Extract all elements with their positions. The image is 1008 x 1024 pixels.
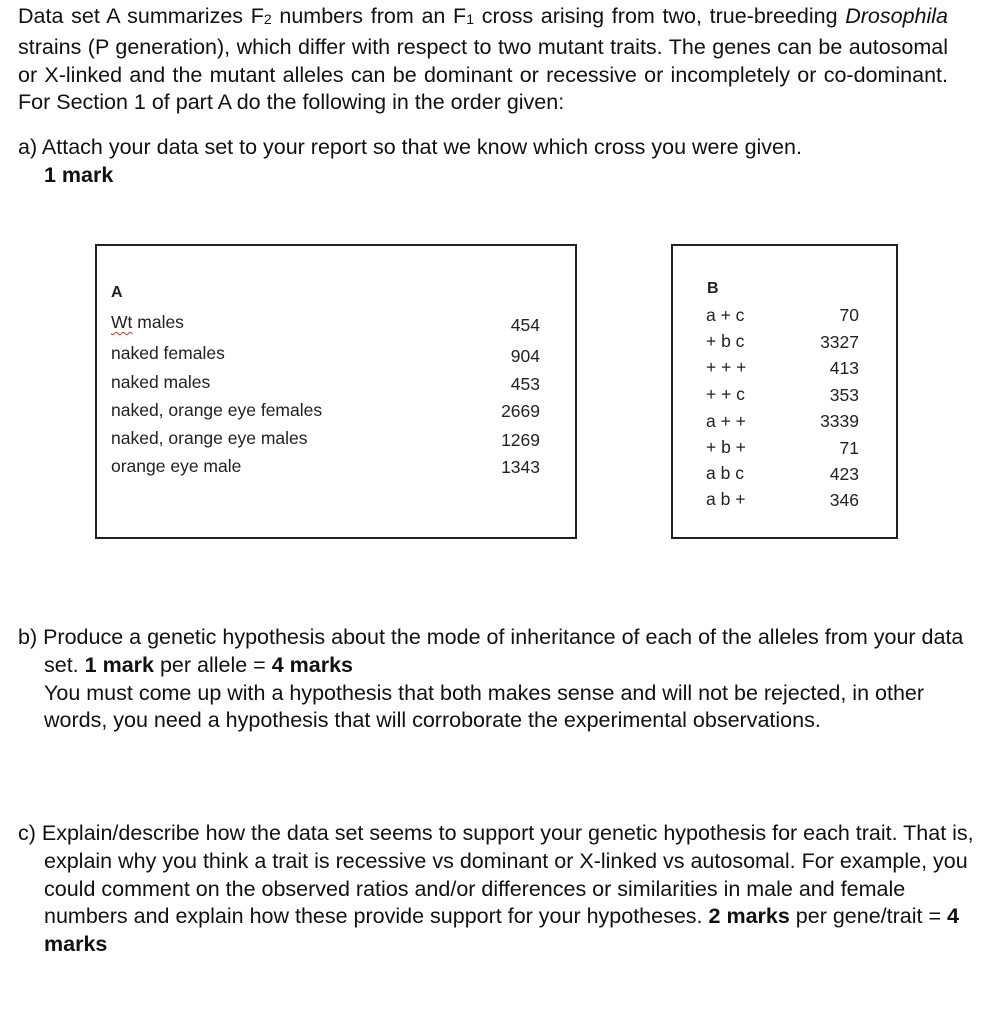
table-a-value: 453 — [510, 374, 540, 394]
part-c — [18, 820, 974, 959]
table-a-label: orange eye male — [111, 456, 242, 476]
part-b-mid: per allele = — [153, 652, 272, 677]
f1-subscript: 1 — [466, 11, 474, 27]
table-b-value: 71 — [839, 438, 859, 458]
table-a-label-tail: males — [132, 312, 184, 332]
table-a-label: naked females — [111, 343, 225, 363]
part-b-instructions: You must come up with a hypothesis that both makes sense and will not be rejected, in other words, you need a hypothesis that will corroborate the experimental observations. — [44, 680, 925, 733]
table-b-value: 3327 — [820, 332, 859, 352]
table-b-value: 3339 — [820, 411, 859, 431]
table-b-genotype: + b + — [706, 437, 746, 457]
table-b-value: 413 — [829, 358, 859, 378]
table-b-genotype: a + c — [706, 305, 745, 325]
table-a-label: naked, orange eye males — [111, 428, 308, 448]
table-b-value: 423 — [829, 464, 859, 484]
table-a-label: naked, orange eye females — [111, 400, 323, 420]
intro-text-3: cross arising from two, true-breeding — [474, 4, 846, 28]
part-c-marks-total: 4 marks — [44, 904, 959, 957]
species-name: Drosophila — [845, 4, 949, 28]
table-b-value: 70 — [839, 305, 859, 325]
part-b-marks-total: 4 marks — [271, 652, 354, 677]
table-b-genotype: a b + — [706, 489, 746, 509]
table-b-value: 353 — [829, 385, 859, 405]
intro-text-1: Data set A summarizes F — [18, 4, 264, 28]
table-b-genotype: + + c — [706, 384, 745, 404]
table-a-value: 1343 — [501, 457, 540, 477]
f2-subscript: 2 — [263, 11, 272, 27]
table-b-genotype: + b c — [706, 331, 745, 351]
table-a-value: 904 — [510, 346, 540, 366]
part-c-text: c) Explain/describe how the data set seems to support your genetic hypothesis for each trait. That is, explain why you think a trait is recessive vs dominant or X-linked vs autosomal. For example, you could comment on the observed ratios and/or differences or similarities in male and female numbers and explain how these provide support for your hypotheses. — [18, 821, 974, 929]
part-a-marks: 1 mark — [44, 162, 114, 187]
table-a-value: 1269 — [501, 430, 540, 450]
part-c-marks-per: 2 marks — [708, 904, 790, 929]
table-a-value: 2669 — [501, 401, 540, 421]
part-a — [18, 134, 974, 190]
table-b-title: B — [707, 280, 719, 297]
table-b-value: 346 — [829, 490, 859, 510]
data-table-b — [671, 244, 898, 539]
table-a-value: 454 — [510, 315, 540, 335]
intro-paragraph — [18, 3, 948, 117]
data-table-a — [95, 244, 577, 539]
table-b-genotype: + + + — [706, 357, 747, 377]
table-a-label: naked males — [111, 372, 211, 392]
table-a-title: A — [111, 284, 123, 301]
spellcheck-word: Wt — [111, 312, 133, 332]
part-a-text: a) Attach your data set to your report so that we know which cross you were given. — [18, 135, 802, 159]
part-b — [18, 624, 974, 735]
intro-text-4: strains (P generation), which differ with respect to two mutant traits. The genes can be autosomal or X-linked and the mutant alleles can be dominant or recessive or incompletely or co-dominant. For Section 1 of part A do the following in the order given: — [18, 34, 948, 115]
part-b-text: b) Produce a genetic hypothesis about the mode of inheritance of each of the alleles from your data set. — [18, 625, 964, 677]
table-a-label — [111, 312, 184, 333]
table-b-genotype: a b c — [706, 463, 744, 483]
table-b-genotype: a + + — [706, 411, 746, 431]
intro-text-2: numbers from an F — [271, 4, 467, 28]
part-c-mid: per gene/trait = — [789, 904, 947, 929]
part-b-marks-per: 1 mark — [84, 652, 154, 677]
